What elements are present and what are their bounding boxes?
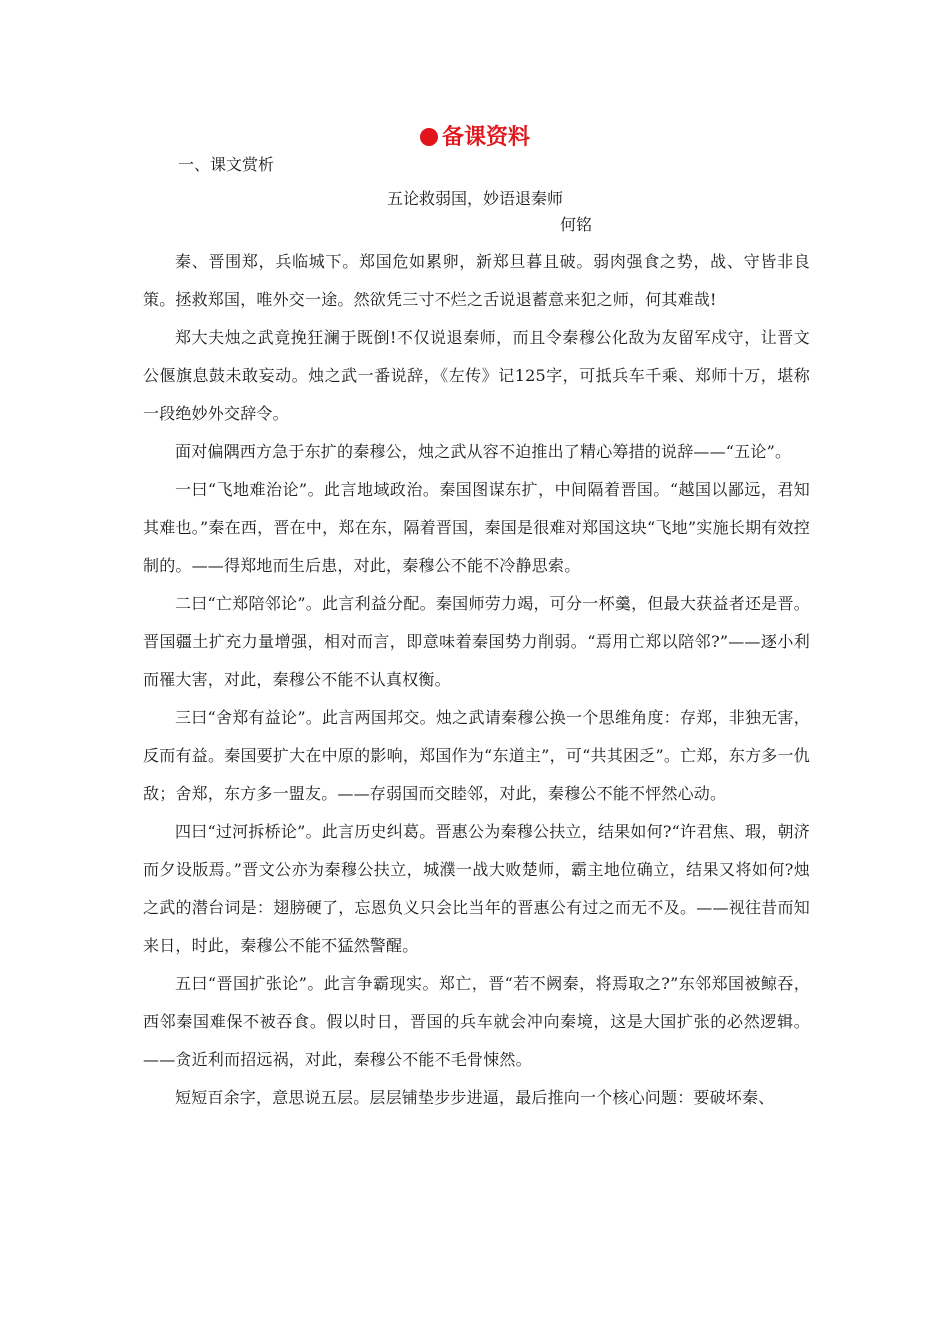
article-body — [143, 243, 810, 1117]
heading-text: 备课资料 — [441, 125, 530, 150]
paragraph: 面对偏隅西方急于东扩的秦穆公，烛之武从容不迫推出了精心筹措的说辞——“五论”。 — [175, 442, 792, 461]
section-title: 一、课文赏析 — [178, 155, 275, 174]
article-author: 何铭 — [560, 215, 593, 234]
paragraph: 秦、晋围郑，兵临城下。郑国危如累卵，新郑旦暮且破。弱肉强食之势，战、守皆非良策。拯救郑国，唯外交一途。然欲凭三寸不烂之舌说退蓄意来犯之师，何其难哉! — [143, 252, 810, 309]
paragraph: 一曰“飞地难治论”。此言地域政治。秦国图谋东扩，中间隔着晋国。“越国以鄙远，君知其难也。”秦在西，晋在中，郑在东，隔着晋国，秦国是很难对郑国这块“飞地”实施长期有效控制的。——得郑地而生后患，对此，秦穆公不能不冷静思索。 — [143, 480, 810, 575]
paragraph: 五曰“晋国扩张论”。此言争霸现实。郑亡，晋“若不阙秦，将焉取之?”东邻郑国被鲸吞，西邻秦国难保不被吞食。假以时日，晋国的兵车就会冲向秦境，这是大国扩张的必然逻辑。——贪近利而招远祸，对此，秦穆公不能不毛骨悚然。 — [143, 974, 810, 1069]
paragraph: 郑大夫烛之武竟挽狂澜于既倒!不仅说退秦师，而且令秦穆公化敌为友留军戍守，让晋文公偃旗息鼓未敢妄动。烛之武一番说辞，《左传》记125字，可抵兵车千乘、郑师十万，堪称一段绝妙外交辞令。 — [143, 328, 810, 423]
paragraph: 短短百余字，意思说五层。层层铺垫步步进逼，最后推向一个核心问题：要破坏秦、 — [175, 1088, 775, 1107]
bullet-dot-icon — [420, 128, 438, 146]
article-title: 五论救弱国，妙语退秦师 — [386, 189, 563, 208]
paragraph: 三曰“舍郑有益论”。此言两国邦交。烛之武请秦穆公换一个思维角度：存郑，非独无害，反而有益。秦国要扩大在中原的影响，郑国作为“东道主”，可“共其困乏”。亡郑，东方多一仇敌；舍郑，东方多一盟友。——存弱国而交睦邻，对此，秦穆公不能不怦然心动。 — [143, 708, 810, 803]
paragraph: 四曰“过河拆桥论”。此言历史纠葛。晋惠公为秦穆公扶立，结果如何?“许君焦、瑕，朝济而夕设版焉。”晋文公亦为秦穆公扶立，城濮一战大败楚师，霸主地位确立，结果又将如何?烛之武的潜台词是：翅膀硬了，忘恩负义只会比当年的晋惠公有过之而无不及。——视往昔而知来日，时此，秦穆公不能不猛然警醒。 — [143, 822, 810, 955]
page-heading — [0, 120, 950, 151]
paragraph: 二曰“亡郑陪邻论”。此言利益分配。秦国师劳力竭，可分一杯羹，但最大获益者还是晋。晋国疆土扩充力量增强，相对而言，即意味着秦国势力削弱。“焉用亡郑以陪邻?”——逐小利而罹大害，对此，秦穆公不能不认真权衡。 — [143, 594, 810, 689]
